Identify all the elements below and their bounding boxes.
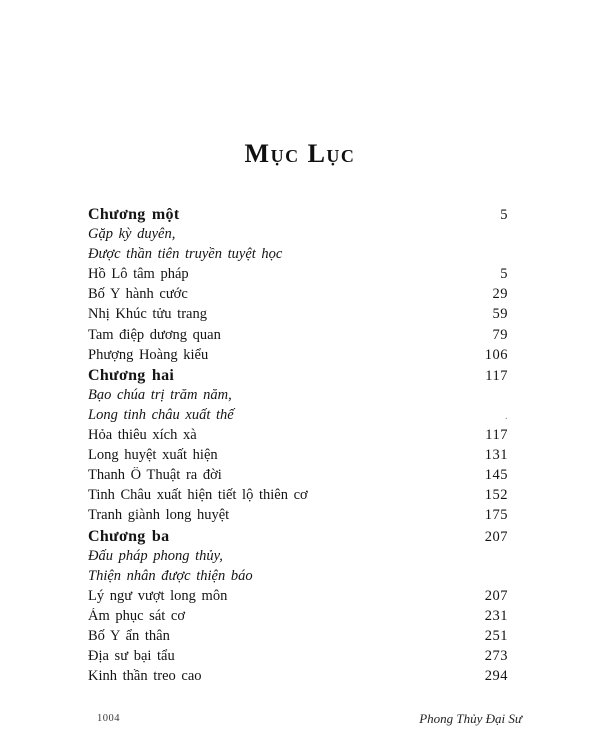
toc-entry-page: 207 — [484, 587, 508, 604]
toc-entry-page: 145 — [484, 467, 508, 484]
toc-list — [88, 206, 508, 688]
toc-entry-page: 207 — [484, 528, 508, 545]
toc-entry-page: 251 — [484, 627, 508, 644]
toc-row — [88, 628, 508, 648]
toc-entry-label: Tinh Châu xuất hiện tiết lộ thiên cơ — [88, 487, 308, 504]
toc-entry-label: Chương một — [88, 206, 180, 223]
toc-entry-page: 294 — [484, 668, 508, 685]
toc-entry-page: . — [505, 410, 508, 422]
footer-page-number: 1004 — [97, 713, 120, 724]
toc-row — [88, 407, 508, 427]
toc-row — [88, 447, 508, 467]
toc-entry-page: 59 — [492, 306, 508, 323]
toc-entry-page: 117 — [485, 427, 508, 444]
toc-entry-label: Bố Y ẩn thân — [88, 627, 170, 644]
toc-entry-page: 152 — [484, 487, 508, 504]
toc-entry-label: Bố Y hành cước — [88, 286, 188, 303]
toc-entry-label: Thanh Ô Thuật ra đời — [88, 467, 222, 484]
toc-row — [88, 548, 508, 568]
toc-row — [88, 588, 508, 608]
toc-entry-label: Đấu pháp phong thủy, — [88, 547, 223, 564]
toc-entry-label: Bạo chúa trị trăm năm, — [88, 386, 232, 403]
toc-entry-label: Lý ngư vượt long môn — [88, 587, 228, 604]
toc-entry-page: 131 — [484, 447, 508, 464]
toc-entry-label: Tranh giành long huyệt — [88, 507, 230, 524]
toc-row — [88, 387, 508, 407]
toc-row — [88, 266, 508, 286]
toc-row — [88, 528, 508, 548]
toc-entry-label: Hỏa thiêu xích xà — [88, 427, 197, 444]
toc-row — [88, 467, 508, 487]
toc-entry-label: Long huyệt xuất hiện — [88, 447, 218, 464]
toc-row — [88, 648, 508, 668]
toc-row — [88, 427, 508, 447]
toc-entry-page: 106 — [484, 346, 508, 363]
toc-row — [88, 327, 508, 347]
toc-row — [88, 608, 508, 628]
toc-entry-page: 29 — [492, 286, 508, 303]
toc-row — [88, 206, 508, 226]
toc-entry-label: Phượng Hoàng kiểu — [88, 346, 209, 363]
toc-entry-page: 175 — [484, 507, 508, 524]
toc-entry-label: Chương ba — [88, 527, 170, 545]
toc-entry-label: Chương hai — [88, 366, 175, 384]
toc-entry-page: 231 — [484, 607, 508, 624]
toc-entry-label: Địa sư bại tẩu — [88, 648, 175, 665]
toc-row — [88, 226, 508, 246]
toc-entry-page: 5 — [500, 207, 508, 223]
toc-entry-label: Kinh thần treo cao — [88, 668, 202, 685]
toc-entry-label: Ám phục sát cơ — [88, 607, 186, 624]
toc-entry-page: 5 — [500, 266, 508, 283]
toc-row — [88, 347, 508, 367]
toc-row — [88, 507, 508, 527]
toc-row — [88, 568, 508, 588]
toc-row — [88, 487, 508, 507]
toc-row — [88, 246, 508, 266]
footer-book-name: Phong Thủy Đại Sư — [419, 711, 522, 726]
toc-entry-label: Nhị Khúc tửu trang — [88, 306, 207, 323]
toc-entry-page: 117 — [485, 367, 508, 384]
toc-row — [88, 668, 508, 688]
toc-entry-label: Hồ Lô tâm pháp — [88, 266, 189, 283]
toc-row — [88, 367, 508, 387]
toc-entry-label: Long tinh châu xuất thế — [88, 406, 234, 423]
toc-entry-label: Tam điệp dương quan — [88, 326, 221, 343]
toc-entry-label: Thiện nhân được thiện báo — [88, 567, 253, 584]
toc-row — [88, 286, 508, 306]
page-title: Mục Lục — [244, 139, 356, 168]
toc-entry-label: Gặp kỳ duyên, — [88, 226, 176, 243]
toc-entry-page: 79 — [492, 326, 508, 343]
toc-entry-label: Được thần tiên truyền tuyệt học — [88, 246, 283, 263]
toc-row — [88, 306, 508, 326]
toc-entry-page: 273 — [484, 648, 508, 665]
